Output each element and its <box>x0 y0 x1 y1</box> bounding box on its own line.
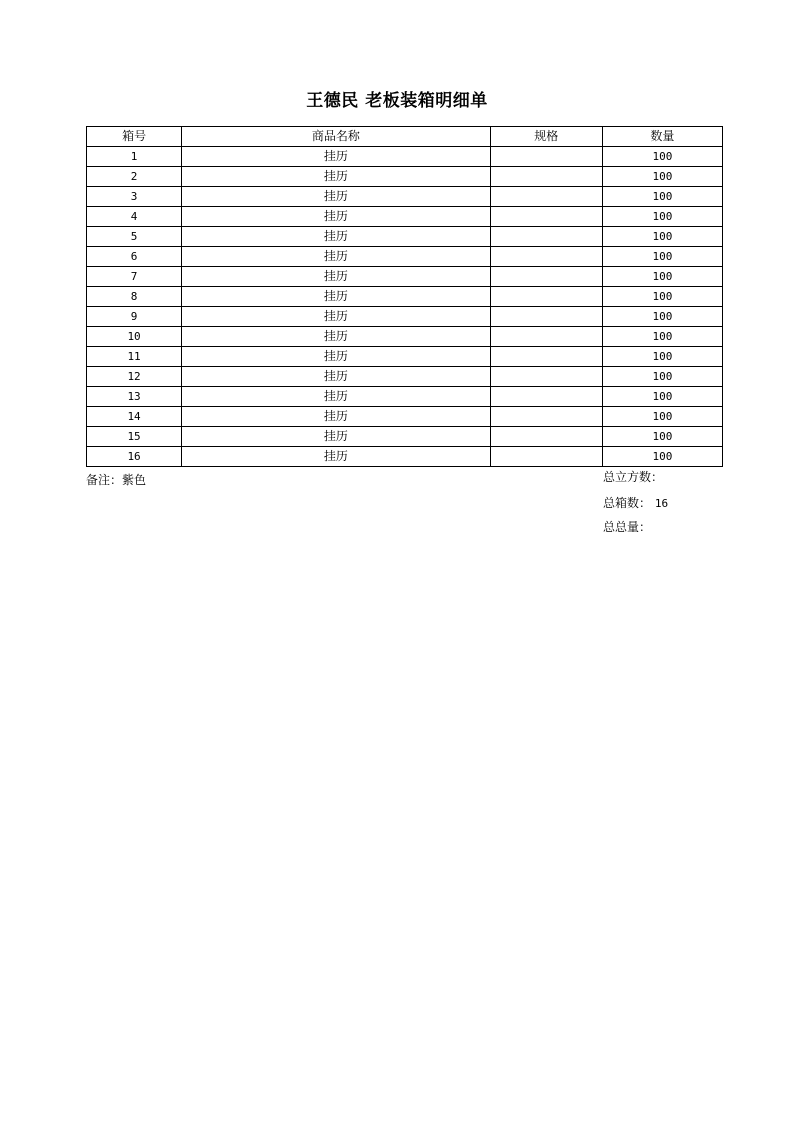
table-row <box>87 247 723 267</box>
header-box-no: 箱号 <box>87 127 182 147</box>
cell-box-no: 13 <box>87 387 182 407</box>
cell-box-no: 5 <box>87 227 182 247</box>
cell-box-no: 14 <box>87 407 182 427</box>
cell-product-name: 挂历 <box>182 387 490 407</box>
remark-value: 紫色 <box>122 473 147 487</box>
table-row <box>87 187 723 207</box>
total-volume <box>603 468 663 485</box>
packing-list-table <box>86 126 723 467</box>
cell-product-name: 挂历 <box>182 207 490 227</box>
cell-box-no: 7 <box>87 267 182 287</box>
table-row <box>87 147 723 167</box>
cell-spec <box>490 247 602 267</box>
cell-quantity: 100 <box>602 407 722 427</box>
cell-product-name: 挂历 <box>182 367 490 387</box>
cell-spec <box>490 427 602 447</box>
table-row <box>87 427 723 447</box>
cell-box-no: 11 <box>87 347 182 367</box>
total-boxes-value: 16 <box>654 497 669 510</box>
remark-label: 备注： <box>86 473 123 487</box>
table-row <box>87 207 723 227</box>
table-row <box>87 387 723 407</box>
cell-quantity: 100 <box>602 427 722 447</box>
table-row <box>87 307 723 327</box>
cell-box-no: 15 <box>87 427 182 447</box>
total-boxes <box>603 494 668 511</box>
cell-quantity: 100 <box>602 327 722 347</box>
header-spec: 规格 <box>490 127 602 147</box>
cell-product-name: 挂历 <box>182 427 490 447</box>
cell-box-no: 8 <box>87 287 182 307</box>
cell-box-no: 16 <box>87 447 182 467</box>
cell-spec <box>490 207 602 227</box>
cell-spec <box>490 227 602 247</box>
cell-quantity: 100 <box>602 267 722 287</box>
table-row <box>87 407 723 427</box>
cell-quantity: 100 <box>602 247 722 267</box>
cell-product-name: 挂历 <box>182 447 490 467</box>
cell-product-name: 挂历 <box>182 267 490 287</box>
cell-spec <box>490 147 602 167</box>
cell-product-name: 挂历 <box>182 407 490 427</box>
cell-quantity: 100 <box>602 447 722 467</box>
total-weight-label: 总总量： <box>603 520 652 534</box>
table-body <box>87 147 723 467</box>
header-quantity: 数量 <box>602 127 722 147</box>
cell-quantity: 100 <box>602 307 722 327</box>
cell-product-name: 挂历 <box>182 227 490 247</box>
header-product-name: 商品名称 <box>182 127 490 147</box>
cell-quantity: 100 <box>602 287 722 307</box>
cell-spec <box>490 407 602 427</box>
remark <box>86 471 146 488</box>
cell-box-no: 1 <box>87 147 182 167</box>
cell-spec <box>490 347 602 367</box>
cell-quantity: 100 <box>602 387 722 407</box>
cell-box-no: 12 <box>87 367 182 387</box>
cell-spec <box>490 367 602 387</box>
table-row <box>87 327 723 347</box>
table-row <box>87 347 723 367</box>
cell-quantity: 100 <box>602 367 722 387</box>
cell-product-name: 挂历 <box>182 287 490 307</box>
cell-spec <box>490 187 602 207</box>
cell-quantity: 100 <box>602 347 722 367</box>
page-title: 王德民 老板装箱明细单 <box>306 91 488 111</box>
table-row <box>87 227 723 247</box>
table-row <box>87 367 723 387</box>
cell-quantity: 100 <box>602 187 722 207</box>
cell-quantity: 100 <box>602 167 722 187</box>
cell-spec <box>490 287 602 307</box>
cell-product-name: 挂历 <box>182 327 490 347</box>
cell-product-name: 挂历 <box>182 147 490 167</box>
cell-box-no: 9 <box>87 307 182 327</box>
cell-quantity: 100 <box>602 147 722 167</box>
total-volume-label: 总立方数： <box>603 470 664 484</box>
total-boxes-label: 总箱数： <box>603 496 652 510</box>
cell-product-name: 挂历 <box>182 187 490 207</box>
cell-product-name: 挂历 <box>182 167 490 187</box>
cell-spec <box>490 267 602 287</box>
cell-box-no: 2 <box>87 167 182 187</box>
cell-spec <box>490 167 602 187</box>
table-row <box>87 167 723 187</box>
table-row <box>87 447 723 467</box>
cell-box-no: 3 <box>87 187 182 207</box>
cell-spec <box>490 307 602 327</box>
cell-box-no: 4 <box>87 207 182 227</box>
table-header-row <box>87 127 723 147</box>
cell-quantity: 100 <box>602 207 722 227</box>
total-weight <box>603 518 651 535</box>
cell-product-name: 挂历 <box>182 347 490 367</box>
cell-product-name: 挂历 <box>182 307 490 327</box>
table-row <box>87 287 723 307</box>
cell-spec <box>490 447 602 467</box>
table-row <box>87 267 723 287</box>
cell-spec <box>490 327 602 347</box>
cell-spec <box>490 387 602 407</box>
cell-quantity: 100 <box>602 227 722 247</box>
cell-product-name: 挂历 <box>182 247 490 267</box>
cell-box-no: 10 <box>87 327 182 347</box>
cell-box-no: 6 <box>87 247 182 267</box>
